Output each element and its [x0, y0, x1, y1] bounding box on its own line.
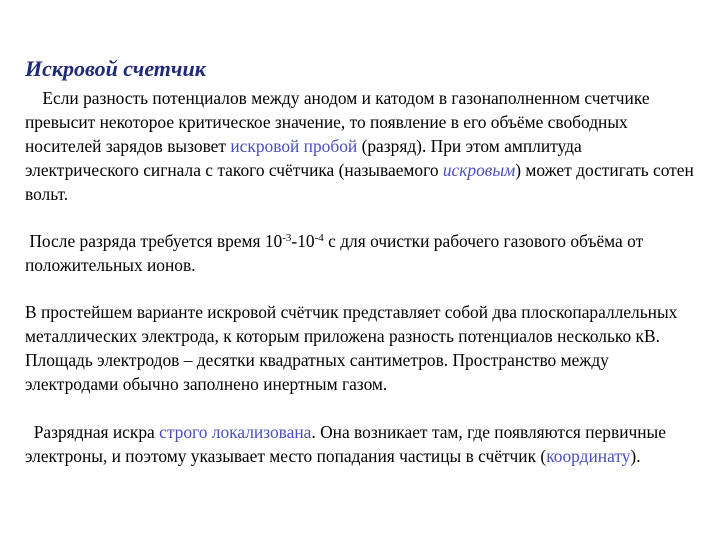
term-spark-breakdown: искровой пробой	[230, 136, 358, 156]
p4-text-2: . Она возникает там, где появляются первичные электроны, и поэтому указывает место попадания частицы в счётчик (	[25, 422, 666, 466]
slide-title: Искровой счетчик	[25, 56, 206, 81]
p4-text-1: Разрядная искра	[33, 422, 160, 442]
p2-text-2: -10	[291, 231, 315, 251]
p1-text-1: Если разность потенциалов между анодом и катодом в газонаполненном счетчике превысит некоторое критическое значение, то появление в его объёме свободных носителей зарядов вызовет	[25, 88, 650, 156]
p3-text: В простейшем варианте искровой счётчик представляет собой два плоскопараллельных металлических электрода, к которым приложена разность потенциалов несколько кВ. Площадь электродов – десятки квадратных сантиметров. Пространство между электродами обычно заполнено инертным газом.	[25, 302, 678, 394]
paragraph-recovery-time	[25, 229, 695, 277]
p1-text-3: ) может достигать сотен вольт.	[25, 160, 694, 204]
paragraph-localization	[25, 420, 695, 468]
p2-text-3: с для очистки рабочего газового объёма от положительных ионов.	[25, 231, 644, 275]
exponent-1: -3	[282, 232, 292, 244]
p2-text-1: После разряда требуется время 10	[29, 231, 283, 251]
paragraph-counter-design	[25, 300, 695, 396]
paragraph-spark-breakdown	[25, 86, 695, 206]
term-strictly-localized: строго локализована	[159, 422, 312, 442]
exponent-2: -4	[314, 232, 324, 244]
term-spark-counter: искровым	[442, 160, 516, 180]
p4-text-3: ).	[630, 446, 641, 466]
term-coordinate: координату	[546, 446, 631, 466]
p1-text-2: (разряд). При этом амплитуда электрического сигнала с такого счётчика (называемого	[25, 136, 582, 180]
